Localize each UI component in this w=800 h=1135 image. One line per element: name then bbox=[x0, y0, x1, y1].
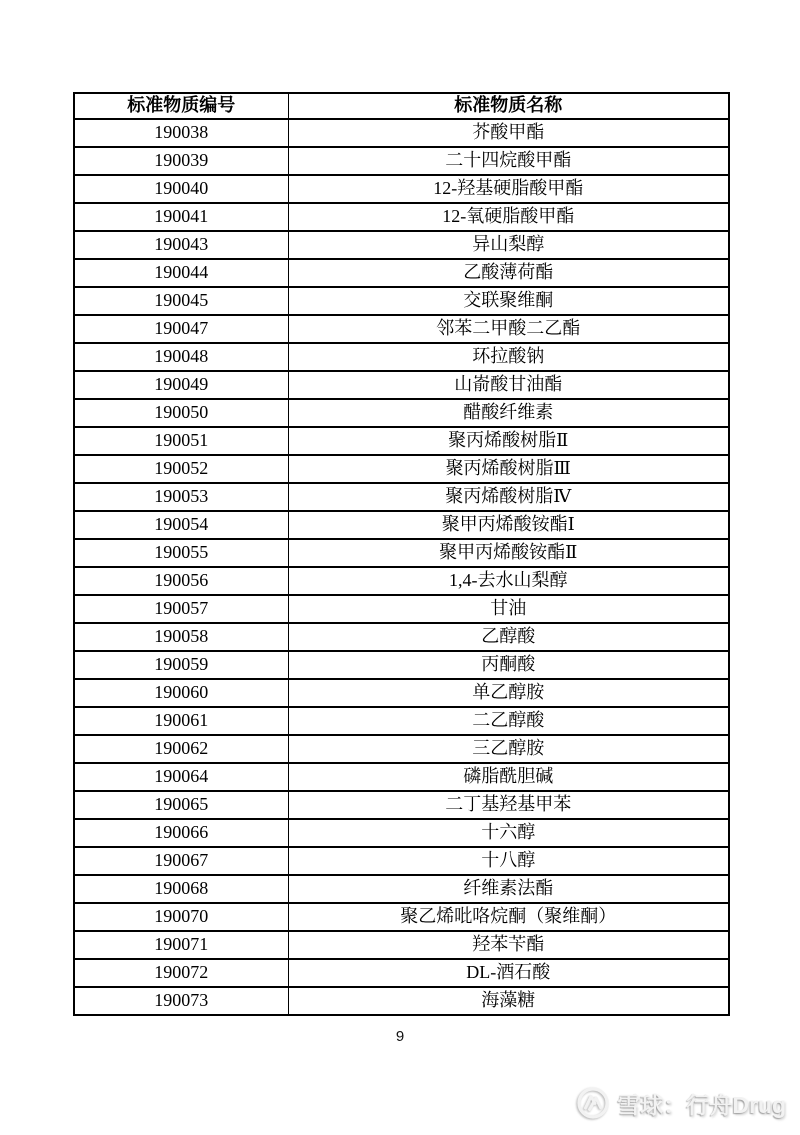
substance-name-cell: 乙醇酸 bbox=[288, 623, 729, 651]
table-row bbox=[74, 371, 729, 399]
table-row bbox=[74, 147, 729, 175]
substance-name-cell: 海藻糖 bbox=[288, 987, 729, 1015]
table-row bbox=[74, 287, 729, 315]
col-header-substance-id: 标准物质编号 bbox=[74, 93, 288, 119]
substance-id-cell: 190053 bbox=[74, 483, 288, 511]
substance-id-cell: 190040 bbox=[74, 175, 288, 203]
xueqiu-logo-icon bbox=[576, 1086, 610, 1120]
substance-id-cell: 190044 bbox=[74, 259, 288, 287]
standards-table bbox=[73, 92, 730, 1016]
table-row bbox=[74, 791, 729, 819]
table-row bbox=[74, 483, 729, 511]
watermark-text: 雪球：行舟Drug bbox=[617, 1091, 786, 1118]
table-row bbox=[74, 847, 729, 875]
substance-name-cell: 聚乙烯吡咯烷酮（聚维酮） bbox=[288, 903, 729, 931]
table-row bbox=[74, 819, 729, 847]
substance-id-cell: 190065 bbox=[74, 791, 288, 819]
standards-table-body bbox=[74, 119, 729, 1015]
table-row bbox=[74, 511, 729, 539]
table-row bbox=[74, 567, 729, 595]
substance-id-cell: 190045 bbox=[74, 287, 288, 315]
substance-id-cell: 190059 bbox=[74, 651, 288, 679]
substance-id-cell: 190051 bbox=[74, 427, 288, 455]
substance-id-cell: 190049 bbox=[74, 371, 288, 399]
substance-id-cell: 190058 bbox=[74, 623, 288, 651]
table-row bbox=[74, 539, 729, 567]
table-row bbox=[74, 175, 729, 203]
substance-name-cell: 12-氧硬脂酸甲酯 bbox=[288, 203, 729, 231]
table-row bbox=[74, 623, 729, 651]
substance-name-cell: 醋酸纤维素 bbox=[288, 399, 729, 427]
page-number: 9 bbox=[395, 1028, 405, 1045]
table-row bbox=[74, 119, 729, 147]
substance-name-cell: 羟苯苄酯 bbox=[288, 931, 729, 959]
substance-name-cell: 聚丙烯酸树脂Ⅲ bbox=[288, 455, 729, 483]
table-row bbox=[74, 231, 729, 259]
substance-name-cell: 环拉酸钠 bbox=[288, 343, 729, 371]
substance-name-cell: 聚甲丙烯酸铵酯Ⅱ bbox=[288, 539, 729, 567]
substance-name-cell: DL-酒石酸 bbox=[288, 959, 729, 987]
table-row bbox=[74, 399, 729, 427]
substance-name-cell: 聚甲丙烯酸铵酯Ⅰ bbox=[288, 511, 729, 539]
substance-id-cell: 190070 bbox=[74, 903, 288, 931]
substance-name-cell: 单乙醇胺 bbox=[288, 679, 729, 707]
table-row bbox=[74, 315, 729, 343]
substance-name-cell: 邻苯二甲酸二乙酯 bbox=[288, 315, 729, 343]
substance-name-cell: 12-羟基硬脂酸甲酯 bbox=[288, 175, 729, 203]
substance-name-cell: 聚丙烯酸树脂Ⅳ bbox=[288, 483, 729, 511]
table-row bbox=[74, 427, 729, 455]
substance-name-cell: 磷脂酰胆碱 bbox=[288, 763, 729, 791]
substance-id-cell: 190043 bbox=[74, 231, 288, 259]
standards-table-header bbox=[74, 93, 729, 119]
substance-id-cell: 190068 bbox=[74, 875, 288, 903]
substance-id-cell: 190055 bbox=[74, 539, 288, 567]
table-row bbox=[74, 259, 729, 287]
substance-id-cell: 190073 bbox=[74, 987, 288, 1015]
table-row bbox=[74, 595, 729, 623]
table-row bbox=[74, 203, 729, 231]
substance-name-cell: 乙酸薄荷酯 bbox=[288, 259, 729, 287]
col-header-substance-name: 标准物质名称 bbox=[288, 93, 729, 119]
substance-name-cell: 1,4-去水山梨醇 bbox=[288, 567, 729, 595]
table-row bbox=[74, 987, 729, 1015]
substance-id-cell: 190038 bbox=[74, 119, 288, 147]
table-row bbox=[74, 875, 729, 903]
watermark bbox=[576, 1086, 786, 1120]
table-row bbox=[74, 707, 729, 735]
substance-name-cell: 二十四烷酸甲酯 bbox=[288, 147, 729, 175]
substance-name-cell: 二乙醇酸 bbox=[288, 707, 729, 735]
substance-name-cell: 二丁基羟基甲苯 bbox=[288, 791, 729, 819]
table-row bbox=[74, 455, 729, 483]
substance-name-cell: 三乙醇胺 bbox=[288, 735, 729, 763]
substance-id-cell: 190041 bbox=[74, 203, 288, 231]
substance-id-cell: 190072 bbox=[74, 959, 288, 987]
table-row bbox=[74, 735, 729, 763]
substance-id-cell: 190060 bbox=[74, 679, 288, 707]
table-row bbox=[74, 343, 729, 371]
substance-id-cell: 190064 bbox=[74, 763, 288, 791]
substance-id-cell: 190047 bbox=[74, 315, 288, 343]
substance-name-cell: 交联聚维酮 bbox=[288, 287, 729, 315]
substance-name-cell: 十八醇 bbox=[288, 847, 729, 875]
substance-name-cell: 甘油 bbox=[288, 595, 729, 623]
table-row bbox=[74, 903, 729, 931]
substance-id-cell: 190050 bbox=[74, 399, 288, 427]
substance-name-cell: 异山梨醇 bbox=[288, 231, 729, 259]
substance-id-cell: 190067 bbox=[74, 847, 288, 875]
substance-id-cell: 190066 bbox=[74, 819, 288, 847]
substance-name-cell: 丙酮酸 bbox=[288, 651, 729, 679]
substance-id-cell: 190057 bbox=[74, 595, 288, 623]
table-row bbox=[74, 959, 729, 987]
substance-id-cell: 190039 bbox=[74, 147, 288, 175]
substance-id-cell: 190056 bbox=[74, 567, 288, 595]
header-row bbox=[74, 93, 729, 119]
table-row bbox=[74, 931, 729, 959]
table-row bbox=[74, 679, 729, 707]
substance-name-cell: 纤维素法酯 bbox=[288, 875, 729, 903]
substance-id-cell: 190062 bbox=[74, 735, 288, 763]
substance-id-cell: 190052 bbox=[74, 455, 288, 483]
substance-id-cell: 190071 bbox=[74, 931, 288, 959]
substance-name-cell: 山嵛酸甘油酯 bbox=[288, 371, 729, 399]
substance-id-cell: 190054 bbox=[74, 511, 288, 539]
substance-id-cell: 190048 bbox=[74, 343, 288, 371]
substance-name-cell: 芥酸甲酯 bbox=[288, 119, 729, 147]
substance-name-cell: 十六醇 bbox=[288, 819, 729, 847]
table-row bbox=[74, 763, 729, 791]
table-row bbox=[74, 651, 729, 679]
substance-name-cell: 聚丙烯酸树脂Ⅱ bbox=[288, 427, 729, 455]
substance-id-cell: 190061 bbox=[74, 707, 288, 735]
